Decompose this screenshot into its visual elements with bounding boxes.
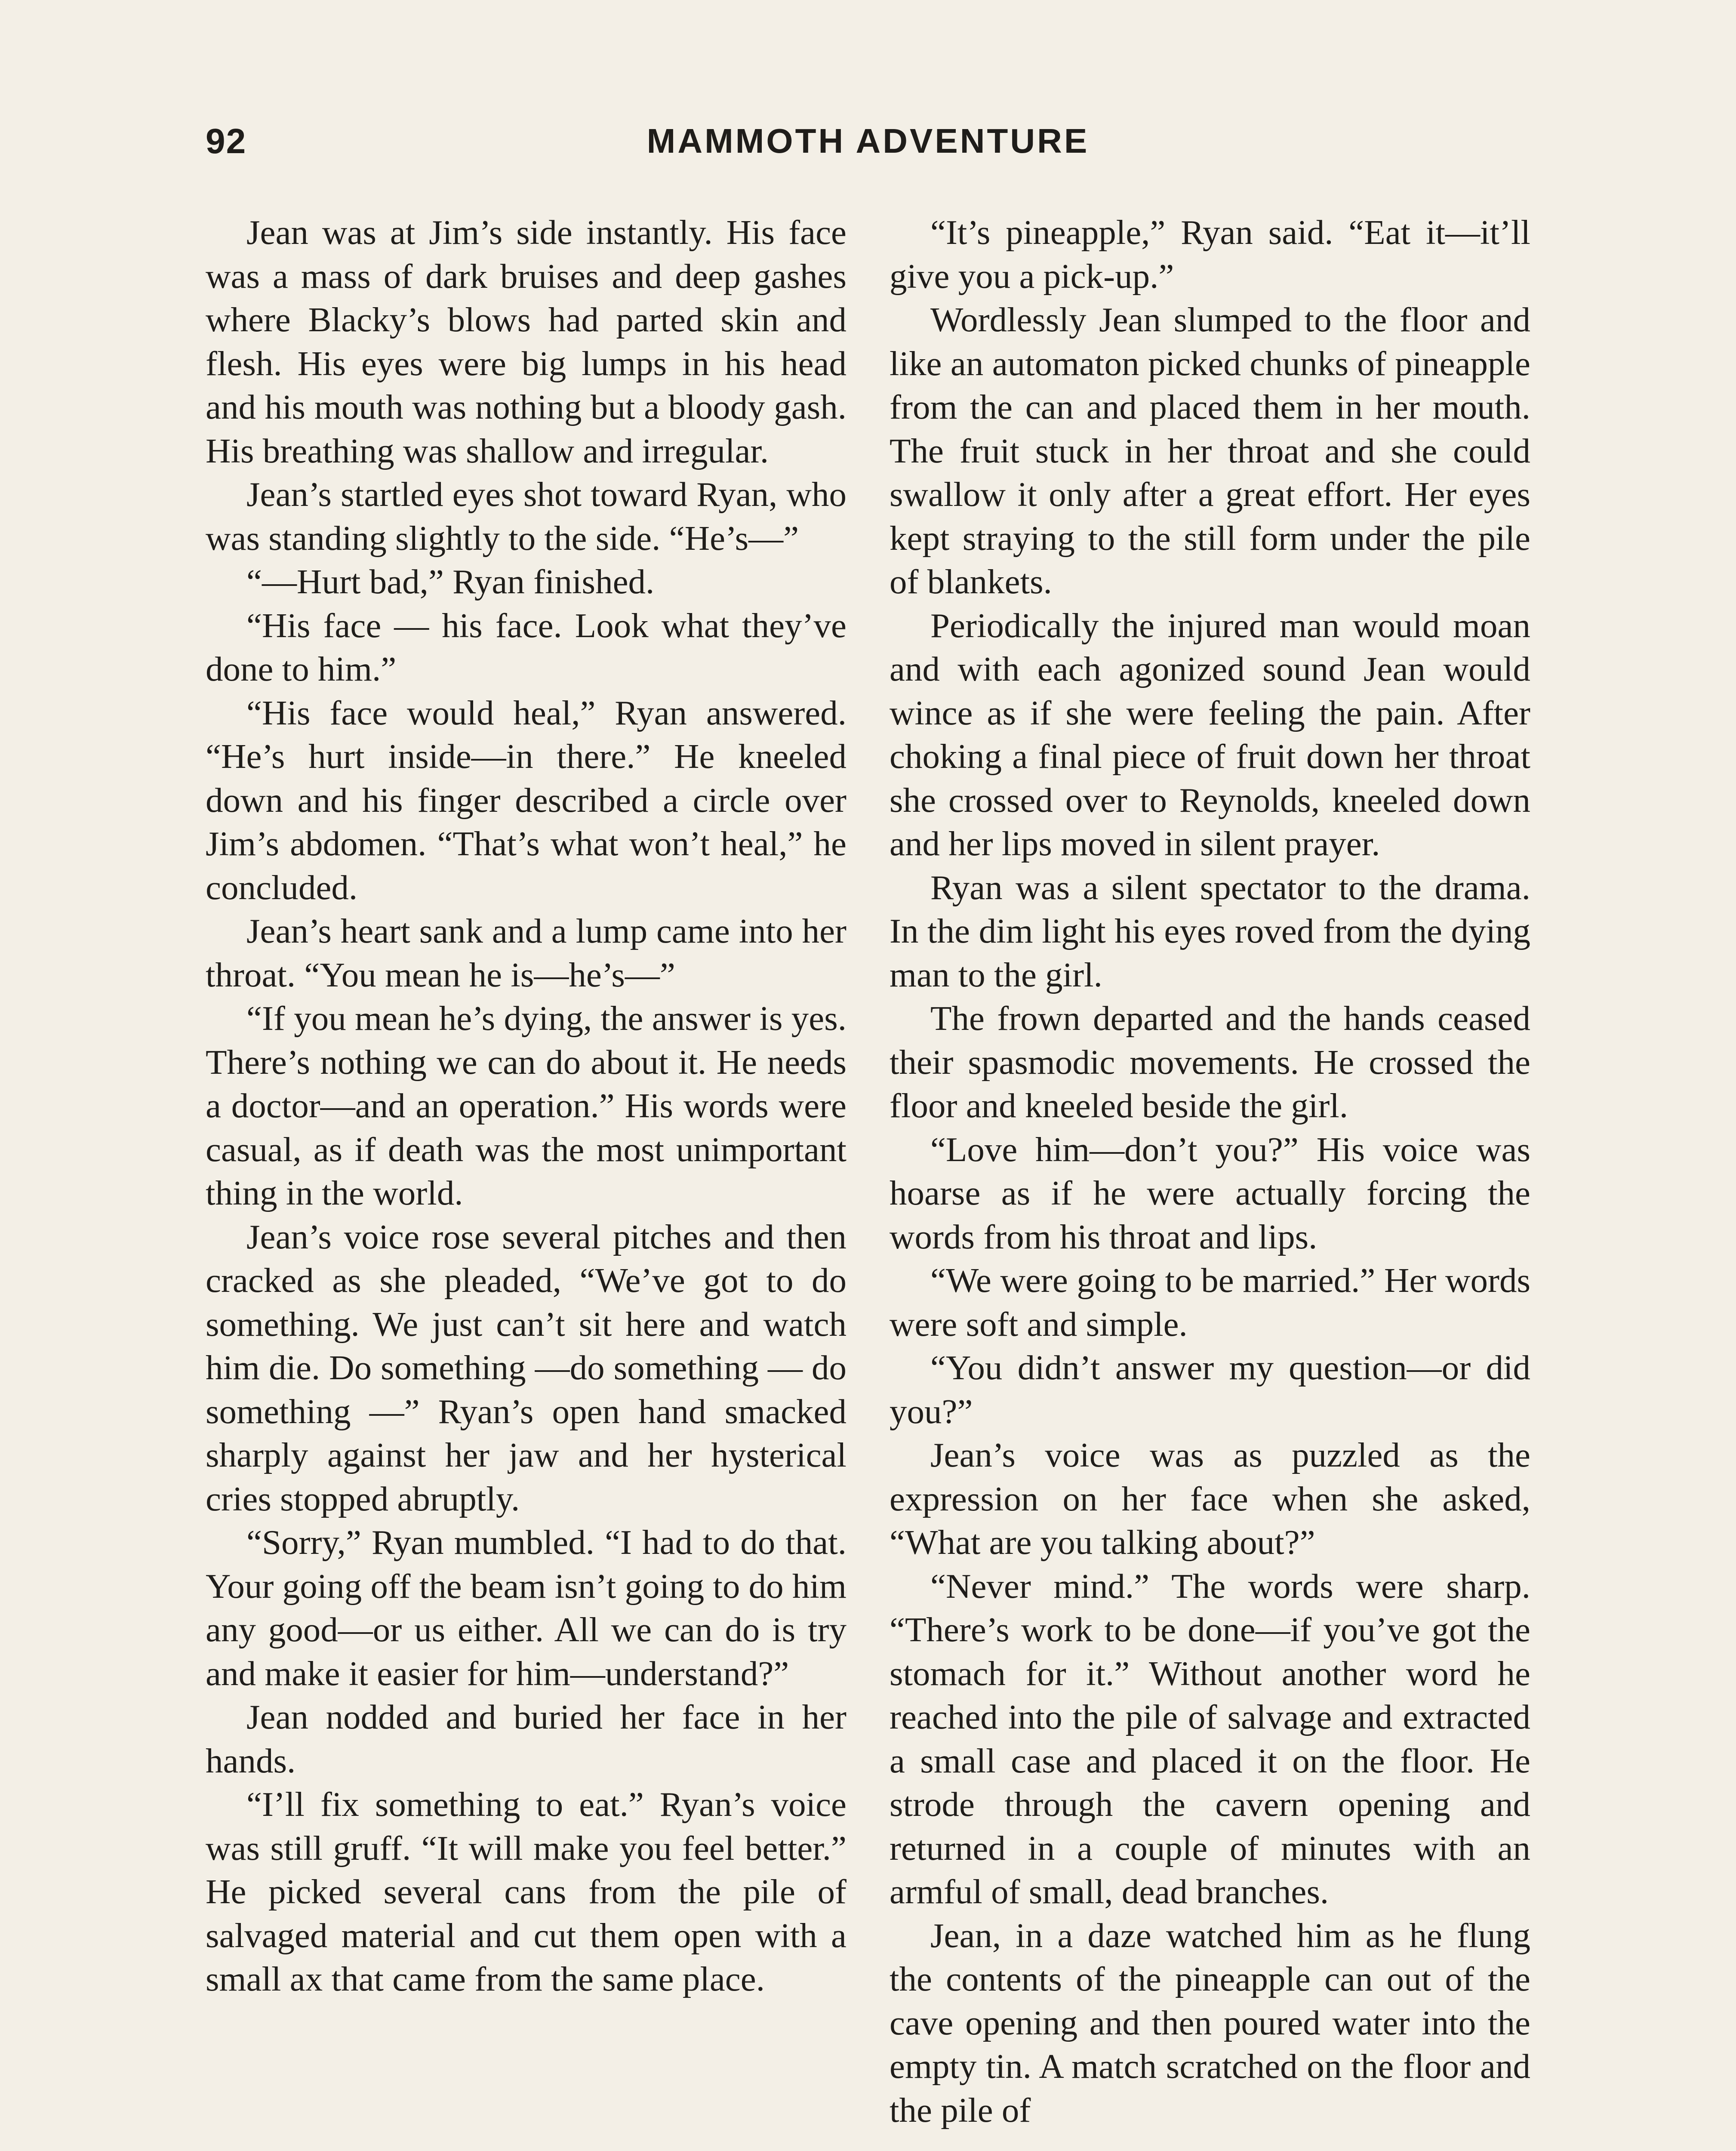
paragraph: Jean’s voice was as puzzled as the expression on her face when she asked, “What are you talking about?” <box>890 1436 1530 1562</box>
left-column <box>206 211 846 2001</box>
page-number: 92 <box>206 122 247 161</box>
paragraph: “We were going to be married.” Her words were soft and simple. <box>890 1261 1530 1344</box>
paragraph: “Never mind.” The words were sharp. “There’s work to be done—if you’ve got the stomach for it.” Without another word he reached into the pile of salvage and extracted a small case and placed it on the floor. He strode through the cavern opening and returned in a couple of minutes with an armful of small, dead branches. <box>890 1566 1530 1911</box>
right-column <box>890 211 1530 2132</box>
page-header <box>206 121 1530 173</box>
paragraph: Jean nodded and buried her face in her hands. <box>206 1698 846 1780</box>
paragraph: “It’s pineapple,” Ryan said. “Eat it—it’ll give you a pick-up.” <box>890 213 1530 296</box>
paragraph: Wordlessly Jean slumped to the floor and like an automaton picked chunks of pineapple from the can and placed them in her mouth. The fruit stuck in her throat and she could swallow it only after a great effort. Her eyes kept straying to the still form under the pile of blankets. <box>890 300 1530 601</box>
paragraph: “I’ll fix something to eat.” Ryan’s voice was still gruff. “It will make you feel better.” He picked several cans from the pile of salvaged material and cut them open with a small ax that came from the same place. <box>206 1785 846 1998</box>
paragraph: “His face — his face. Look what they’ve done to him.” <box>206 606 846 688</box>
paragraph: “If you mean he’s dying, the answer is yes. There’s nothing we can do about it. He needs a doctor—and an operation.” His words were casual, as if death was the most unimportant thing in the world. <box>206 999 846 1212</box>
paragraph: Jean’s startled eyes shot toward Ryan, who was standing slightly to the side. “He’s—” <box>206 475 846 558</box>
paragraph: “Love him—don’t you?” His voice was hoarse as if he were actually forcing the words from his throat and lips. <box>890 1130 1530 1256</box>
paragraph: Jean’s voice rose several pitches and then cracked as she pleaded, “We’ve got to do something. We just can’t sit here and watch him die. Do something —do something — do something —” Ryan’s open hand smacked sharply against her jaw and her hysterical cries stopped abruptly. <box>206 1217 846 1518</box>
paragraph: Periodically the injured man would moan and with each agonized sound Jean would wince as if she were feeling the pain. After choking a final piece of fruit down her throat she crossed over to Reynolds, kneeled down and her lips moved in silent prayer. <box>890 606 1530 863</box>
running-head: MAMMOTH ADVENTURE <box>646 122 1090 160</box>
paragraph: The frown departed and the hands ceased their spasmodic movements. He crossed the floor and kneeled beside the girl. <box>890 999 1530 1125</box>
paragraph: Jean was at Jim’s side instantly. His face was a mass of dark bruises and deep gashes where Blacky’s blows had parted skin and flesh. His eyes were big lumps in his head and his mouth was nothing but a bloody gash. His breathing was shallow and irregular. <box>206 213 846 470</box>
paragraph: “His face would heal,” Ryan answered. “He’s hurt inside—in there.” He kneeled down and his finger described a circle over Jim’s abdomen. “That’s what won’t heal,” he concluded. <box>206 693 846 907</box>
paragraph: Jean’s heart sank and a lump came into her throat. “You mean he is—he’s—” <box>206 912 846 994</box>
paragraph: “Sorry,” Ryan mumbled. “I had to do that. Your going off the beam isn’t going to do him any good—or us either. All we can do is try and make it easier for him—understand?” <box>206 1523 846 1693</box>
paragraph: Jean, in a daze watched him as he flung the contents of the pineapple can out of the cave opening and then poured water into the empty tin. A match scratched on the floor and the pile of <box>890 1916 1530 2129</box>
paragraph: “—Hurt bad,” Ryan finished. <box>246 562 655 601</box>
paragraph: Ryan was a silent spectator to the drama. In the dim light his eyes roved from the dying man to the girl. <box>890 868 1530 994</box>
paragraph: “You didn’t answer my question—or did you?” <box>890 1348 1530 1431</box>
